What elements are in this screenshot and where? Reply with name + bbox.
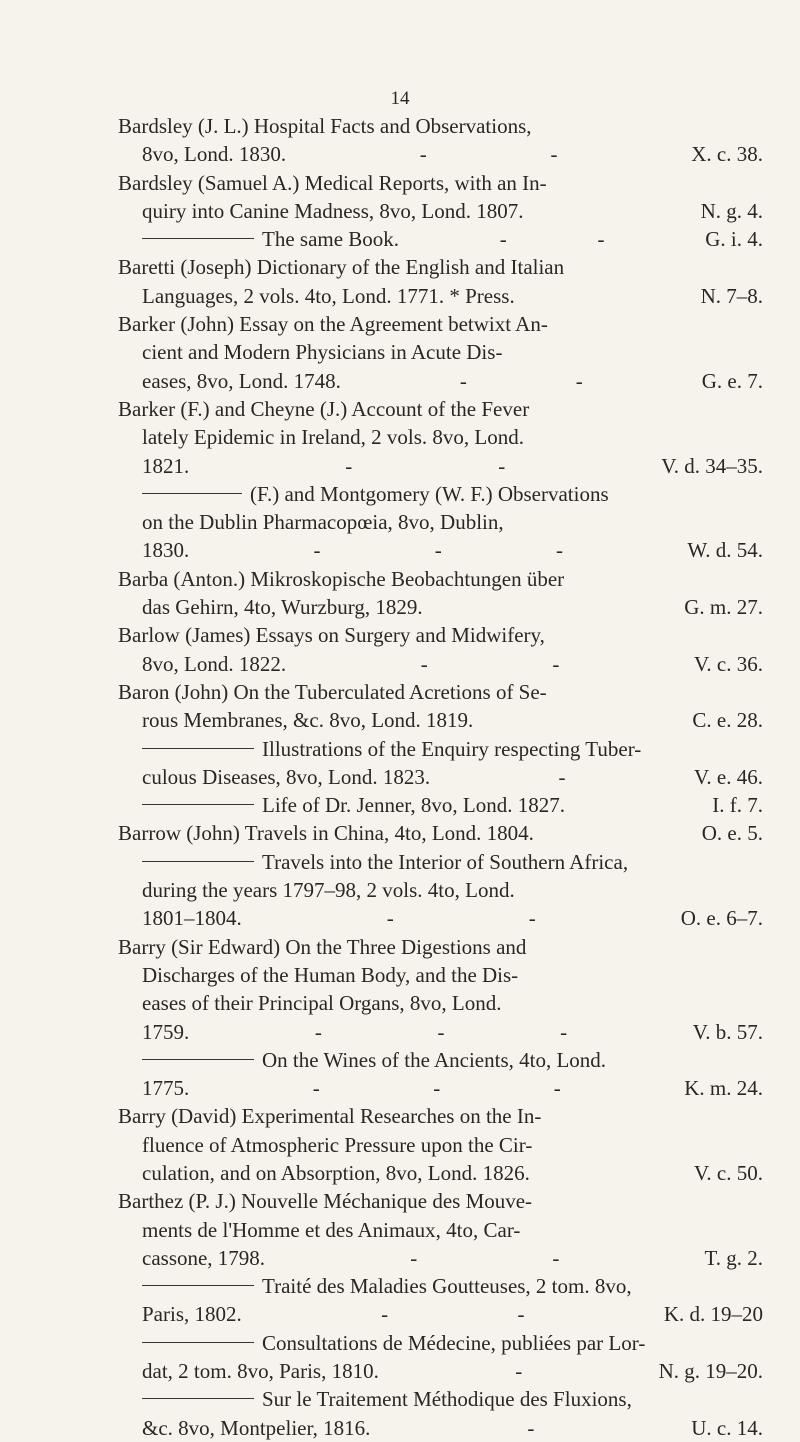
shelf-mark: V. e. 46. (693, 764, 763, 789)
entry-line (118, 480, 763, 508)
catalogue-entry (118, 310, 763, 395)
entry-text: Barlow (James) Essays on Surgery and Midwifery, (118, 623, 545, 648)
leader-dashes: - - (381, 1302, 525, 1327)
entry-text: eases, 8vo, Lond. 1748. (142, 368, 341, 393)
entry-text: eases of their Principal Organs, 8vo, Lond. (142, 991, 502, 1016)
leader-dashes: - - - (312, 1076, 561, 1101)
catalogue-entry (118, 112, 763, 169)
shelf-mark: N. g. 19–20. (658, 1359, 763, 1384)
shelf-mark: N. 7–8. (700, 283, 763, 308)
entry-imprint-line (118, 593, 763, 621)
shelf-mark: V. b. 57. (692, 1019, 763, 1044)
entry-text: Barry (David) Experimental Researches on the In- (118, 1104, 542, 1129)
entry-text: Illustrations of the Enquiry respecting Tuber- (262, 736, 642, 761)
ditto-rule (142, 748, 254, 749)
leader-dashes: - - (345, 453, 506, 478)
entry-imprint-line (118, 1159, 763, 1187)
entry-line (118, 565, 763, 593)
catalogue-list (118, 112, 763, 1442)
entry-imprint-line (118, 282, 763, 310)
entry-text: during the years 1797–98, 2 vols. 4to, Lond. (142, 878, 515, 903)
catalogue-entry (118, 1329, 763, 1386)
entry-text: 8vo, Lond. 1830. (142, 142, 287, 167)
leader-dashes: - (515, 1359, 523, 1384)
entry-imprint-line (118, 140, 763, 168)
ditto-rule (142, 804, 254, 805)
entry-line (118, 310, 763, 338)
entry-line (118, 253, 763, 281)
entry-text: cassone, 1798. (142, 1245, 266, 1270)
entry-text: Baron (John) On the Tuberculated Acretions of Se- (118, 679, 547, 704)
entry-text: 8vo, Lond. 1822. (142, 651, 287, 676)
entry-text: Travels into the Interior of Southern Africa, (262, 849, 629, 874)
entry-line (118, 423, 763, 451)
entry-imprint-line (118, 197, 763, 225)
catalogue-entry (118, 225, 763, 253)
entry-text: culous Diseases, 8vo, Lond. 1823. (142, 764, 431, 789)
entry-line (118, 112, 763, 140)
entry-imprint-line (118, 1074, 763, 1102)
entry-imprint-line (118, 1414, 763, 1442)
entry-imprint-line (118, 706, 763, 734)
shelf-mark: K. m. 24. (684, 1076, 763, 1101)
leader-dashes: - - (419, 142, 558, 167)
catalogue-entry (118, 678, 763, 735)
entry-imprint-line (118, 791, 763, 819)
entry-line (118, 1385, 763, 1413)
entry-line (118, 621, 763, 649)
shelf-mark: I. f. 7. (712, 793, 763, 818)
entry-text: lately Epidemic in Ireland, 2 vols. 8vo, Lond. (142, 425, 524, 450)
entry-text: &c. 8vo, Montpelier, 1816. (142, 1415, 371, 1440)
entry-text: Barker (F.) and Cheyne (J.) Account of the Fever (118, 396, 530, 421)
entry-text: on the Dublin Pharmacopœia, 8vo, Dublin, (142, 510, 504, 535)
shelf-mark: U. c. 14. (691, 1415, 763, 1440)
entry-line (118, 989, 763, 1017)
catalogue-entry (118, 621, 763, 678)
shelf-mark: T. g. 2. (704, 1245, 763, 1270)
ditto-rule (142, 1285, 254, 1286)
entry-line (118, 508, 763, 536)
entry-line (118, 876, 763, 904)
entry-text: (F.) and Montgomery (W. F.) Observations (250, 481, 609, 506)
entry-line (118, 1046, 763, 1074)
shelf-mark: G. e. 7. (701, 368, 763, 393)
catalogue-entry (118, 933, 763, 1046)
entry-line (118, 1131, 763, 1159)
ditto-rule (142, 861, 254, 862)
catalogue-entry (118, 819, 763, 847)
entry-text: Life of Dr. Jenner, 8vo, Lond. 1827. (262, 793, 566, 818)
entry-imprint-line (118, 763, 763, 791)
catalogue-entry (118, 735, 763, 792)
catalogue-entry (118, 1102, 763, 1187)
entry-text: rous Membranes, &c. 8vo, Lond. 1819. (142, 708, 474, 733)
shelf-mark: X. c. 38. (691, 142, 763, 167)
entry-text: quiry into Canine Madness, 8vo, Lond. 1807. (142, 198, 524, 223)
ditto-rule (142, 493, 242, 494)
leader-dashes: - - - (313, 538, 564, 563)
entry-line (118, 395, 763, 423)
shelf-mark: O. e. 5. (701, 821, 763, 846)
entry-line (118, 169, 763, 197)
entry-text: Discharges of the Human Body, and the Dis- (142, 962, 519, 987)
catalogue-entry (118, 1272, 763, 1329)
catalogue-entry (118, 791, 763, 819)
entry-text: ments de l'Homme et des Animaux, 4to, Car- (142, 1217, 521, 1242)
page-number: 14 (390, 88, 410, 109)
entry-line (118, 338, 763, 366)
entry-text: On the Wines of the Ancients, 4to, Lond. (262, 1047, 607, 1072)
entry-imprint-line (118, 536, 763, 564)
entry-line (118, 1187, 763, 1215)
catalogue-entry (118, 1187, 763, 1272)
entry-text: Barrow (John) Travels in China, 4to, Lond. 1804. (118, 821, 534, 846)
leader-dashes: - - (499, 227, 605, 252)
entry-text: Barthez (P. J.) Nouvelle Méchanique des Mouve- (118, 1189, 533, 1214)
entry-imprint-line (118, 819, 763, 847)
shelf-mark: G. i. 4. (705, 227, 763, 252)
leader-dashes: - - - (314, 1019, 568, 1044)
entry-text: 1775. (142, 1076, 190, 1101)
entry-text: The same Book. (262, 227, 400, 252)
entry-text: fluence of Atmospheric Pressure upon the Cir- (142, 1132, 533, 1157)
entry-imprint-line (118, 650, 763, 678)
entry-imprint-line (118, 1244, 763, 1272)
leader-dashes: - (558, 764, 566, 789)
entry-line (118, 933, 763, 961)
shelf-mark: V. c. 36. (693, 651, 763, 676)
entry-imprint-line (118, 1300, 763, 1328)
shelf-mark: G. m. 27. (684, 595, 763, 620)
catalogue-entry (118, 480, 763, 565)
shelf-mark: K. d. 19–20 (663, 1302, 763, 1327)
entry-text: das Gehirn, 4to, Wurzburg, 1829. (142, 595, 423, 620)
shelf-mark: V. d. 34–35. (661, 453, 763, 478)
entry-line (118, 678, 763, 706)
entry-line (118, 1329, 763, 1357)
entry-text: 1759. (142, 1019, 190, 1044)
catalogue-entry (118, 395, 763, 480)
ditto-rule (142, 1342, 254, 1343)
shelf-mark: V. c. 50. (693, 1160, 763, 1185)
leader-dashes: - - (410, 1245, 560, 1270)
catalogue-entry (118, 1046, 763, 1103)
entry-text: Bardsley (J. L.) Hospital Facts and Observations, (118, 114, 532, 138)
leader-dashes: - (527, 1415, 535, 1440)
entry-text: 1821. (142, 453, 190, 478)
catalogue-entry (118, 253, 763, 310)
entry-text: Languages, 2 vols. 4to, Lond. 1771. * Press. (142, 283, 515, 308)
entry-imprint-line (118, 1018, 763, 1046)
entry-text: Barba (Anton.) Mikroskopische Beobachtungen über (118, 566, 565, 591)
leader-dashes: - - (459, 368, 583, 393)
entry-text: Baretti (Joseph) Dictionary of the English and Italian (118, 255, 565, 280)
leader-dashes: - - (420, 651, 560, 676)
leader-dashes: - - (386, 906, 536, 931)
entry-text: Barker (John) Essay on the Agreement betwixt An- (118, 312, 548, 337)
entry-imprint-line (118, 904, 763, 932)
catalogue-entry (118, 1385, 763, 1442)
catalogue-entry (118, 169, 763, 226)
entry-line (118, 961, 763, 989)
ditto-rule (142, 238, 254, 239)
entry-text: culation, and on Absorption, 8vo, Lond. 1826. (142, 1160, 530, 1185)
entry-text: Bardsley (Samuel A.) Medical Reports, with an In- (118, 170, 547, 195)
entry-text: Consultations de Médecine, publiées par Lor- (262, 1330, 646, 1355)
entry-text: dat, 2 tom. 8vo, Paris, 1810. (142, 1359, 379, 1384)
entry-line (118, 1216, 763, 1244)
shelf-mark: C. e. 28. (692, 708, 763, 733)
entry-imprint-line (118, 1357, 763, 1385)
entry-line (118, 848, 763, 876)
entry-text: 1801–1804. (142, 906, 242, 931)
entry-line (118, 735, 763, 763)
entry-imprint-line (118, 367, 763, 395)
ditto-rule (142, 1059, 254, 1060)
entry-text: Barry (Sir Edward) On the Three Digestions and (118, 934, 527, 959)
entry-line (118, 1272, 763, 1300)
catalogue-entry (118, 565, 763, 622)
entry-imprint-line (118, 452, 763, 480)
entry-line (118, 1102, 763, 1130)
shelf-mark: O. e. 6–7. (680, 906, 763, 931)
shelf-mark: W. d. 54. (687, 538, 763, 563)
entry-text: Sur le Traitement Méthodique des Fluxions, (262, 1387, 632, 1412)
entry-imprint-line (118, 225, 763, 253)
entry-text: cient and Modern Physicians in Acute Dis- (142, 340, 503, 365)
shelf-mark: N. g. 4. (700, 198, 763, 223)
entry-text: Traité des Maladies Goutteuses, 2 tom. 8vo, (262, 1274, 632, 1299)
catalogue-entry (118, 848, 763, 933)
entry-text: 1830. (142, 538, 190, 563)
ditto-rule (142, 1398, 254, 1399)
entry-text: Paris, 1802. (142, 1302, 242, 1327)
